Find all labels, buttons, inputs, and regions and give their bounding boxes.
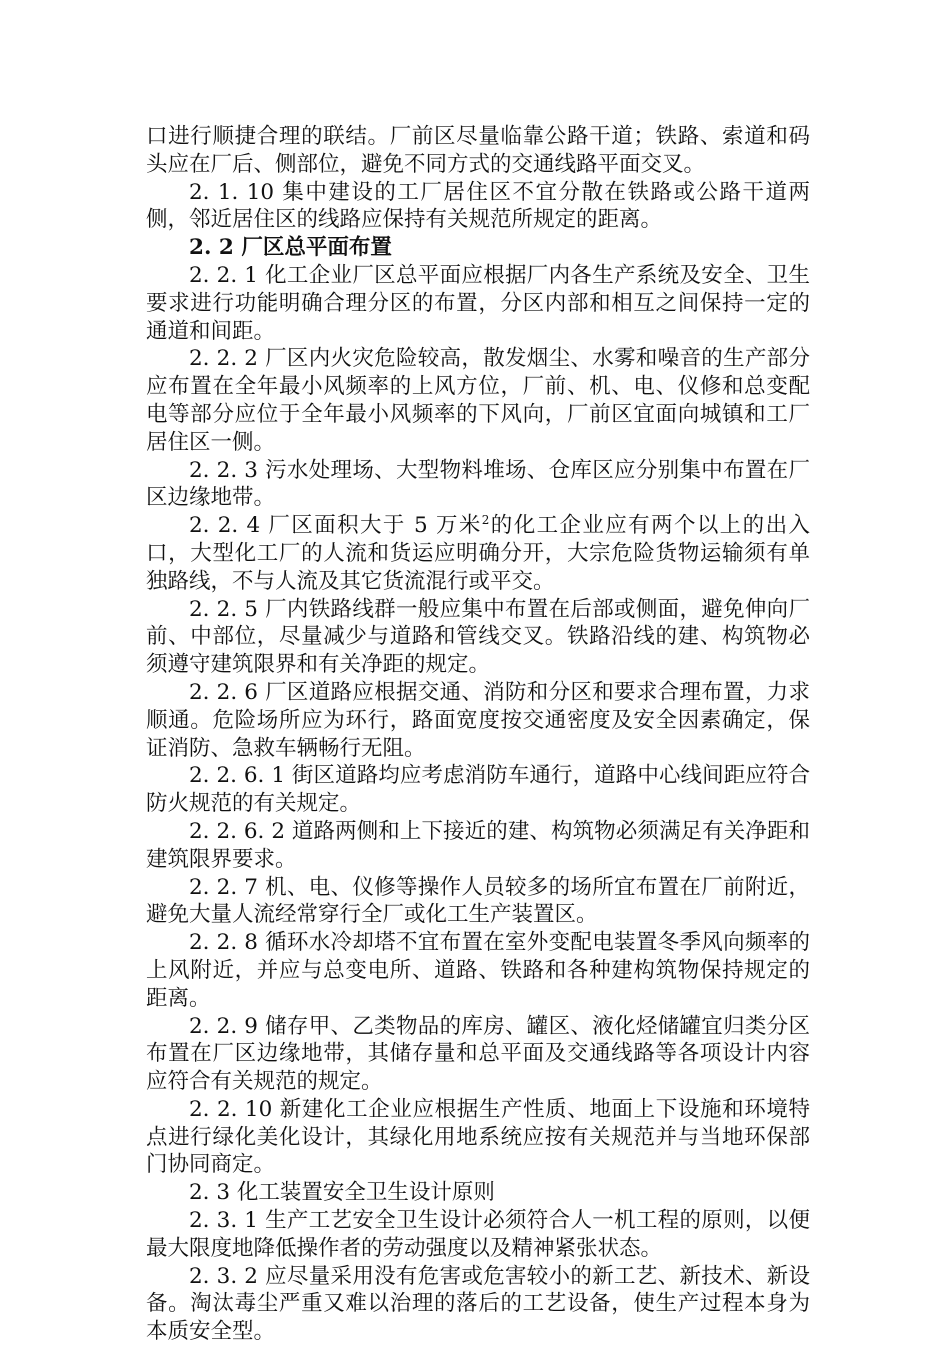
paragraph-2-2-4-part-b: 的化工企业应有两个以上的出入口，大型化工厂的人流和货运应明确分开，大宗危险货物运输须有单独路线，不与人流及其它货流混行或平交。 xyxy=(146,513,810,594)
paragraph-2-2-3: 2. 2. 3 污水处理场、大型物料堆场、仓库区应分别集中布置在厂区边缘地带。 xyxy=(146,457,810,511)
paragraph-2-2-8: 2. 2. 8 循环水冷却塔不宜布置在室外变配电装置冬季风向频率的上风附近，并应与总变电所、道路、铁路和各种建构筑物保持规定的距离。 xyxy=(146,930,810,1011)
paragraph-2-2-6: 2. 2. 6 厂区道路应根据交通、消防和分区和要求合理布置，力求顺通。危险场所应为环行，路面宽度按交通密度及安全因素确定，保证消防、急救车辆畅行无阻。 xyxy=(146,679,810,761)
paragraph-2-2-4 xyxy=(146,512,810,595)
section-heading-2-2: 2. 2 厂区总平面布置 xyxy=(189,235,392,261)
paragraph-2-3-1: 2. 3. 1 生产工艺安全卫生设计必须符合人一机工程的原则，以便最大限度地降低操作者的劳动强度以及精神紧张状态。 xyxy=(146,1208,810,1261)
paragraph-2-2-4-part-a: 2. 2. 4 厂区面积大于 5 万米 xyxy=(189,513,482,539)
paragraph-2-2-6-2: 2. 2. 6. 2 道路两侧和上下接近的建、构筑物必须满足有关净距和建筑限界要求。 xyxy=(146,818,810,872)
paragraph-2-2-7: 2. 2. 7 机、电、仪修等操作人员较多的场所宜布置在厂前附近，避免大量人流经常穿行全厂或化工生产装置区。 xyxy=(146,874,810,928)
paragraph-2-1-10: 2. 1. 10 集中建设的工厂居住区不宜分散在铁路或公路干道两侧，邻近居住区的线路应保持有关规范所规定的距离。 xyxy=(146,179,810,233)
paragraph-2-2-2: 2. 2. 2 厂区内火灾危险较高，散发烟尘、水雾和噪音的生产部分应布置在全年最小风频率的上风方位，厂前、机、电、仪修和总变配电等部分应位于全年最小风频率的下风向，厂前区宜面向城镇和工厂居住区一侧。 xyxy=(146,346,810,455)
paragraph-2-2-6-1: 2. 2. 6. 1 街区道路均应考虑消防车通行，道路中心线间距应符合防火规范的有关规定。 xyxy=(146,763,810,817)
paragraph-2-2-9: 2. 2. 9 储存甲、乙类物品的库房、罐区、液化烃储罐宜归类分区布置在厂区边缘地带，其储存量和总平面及交通线路等各项设计内容应符合有关规范的规定。 xyxy=(146,1013,810,1095)
superscript-2: 2 xyxy=(481,513,490,527)
document-body xyxy=(146,123,810,1346)
paragraph-2-3-2: 2. 3. 2 应尽量采用没有危害或危害较小的新工艺、新技术、新设备。淘汰毒尘严重又难以治理的落后的工艺设备，使生产过程本身为本质安全型。 xyxy=(146,1263,810,1345)
section-heading-2-3: 2. 3 化工装置安全卫生设计原则 xyxy=(189,1180,495,1206)
paragraph-2-2-10: 2. 2. 10 新建化工企业应根据生产性质、地面上下设施和环境特点进行绿化美化设计，其绿化用地系统应按有关规范并与当地环保部门协同商定。 xyxy=(146,1096,810,1178)
paragraph-continuation: 口进行顺捷合理的联结。厂前区尽量临靠公路干道；铁路、索道和码头应在厂后、侧部位，避免不同方式的交通线路平面交叉。 xyxy=(146,124,810,177)
paragraph-2-2-1: 2. 2. 1 化工企业厂区总平面应根据厂内各生产系统及安全、卫生要求进行功能明确合理分区的布置，分区内部和相互之间保持一定的通道和间距。 xyxy=(146,262,810,344)
paragraph-2-2-5: 2. 2. 5 厂内铁路线群一般应集中布置在后部或侧面，避免伸向厂前、中部位，尽量减少与道路和管线交叉。铁路沿线的建、构筑物必须遵守建筑限界和有关净距的规定。 xyxy=(146,596,810,678)
